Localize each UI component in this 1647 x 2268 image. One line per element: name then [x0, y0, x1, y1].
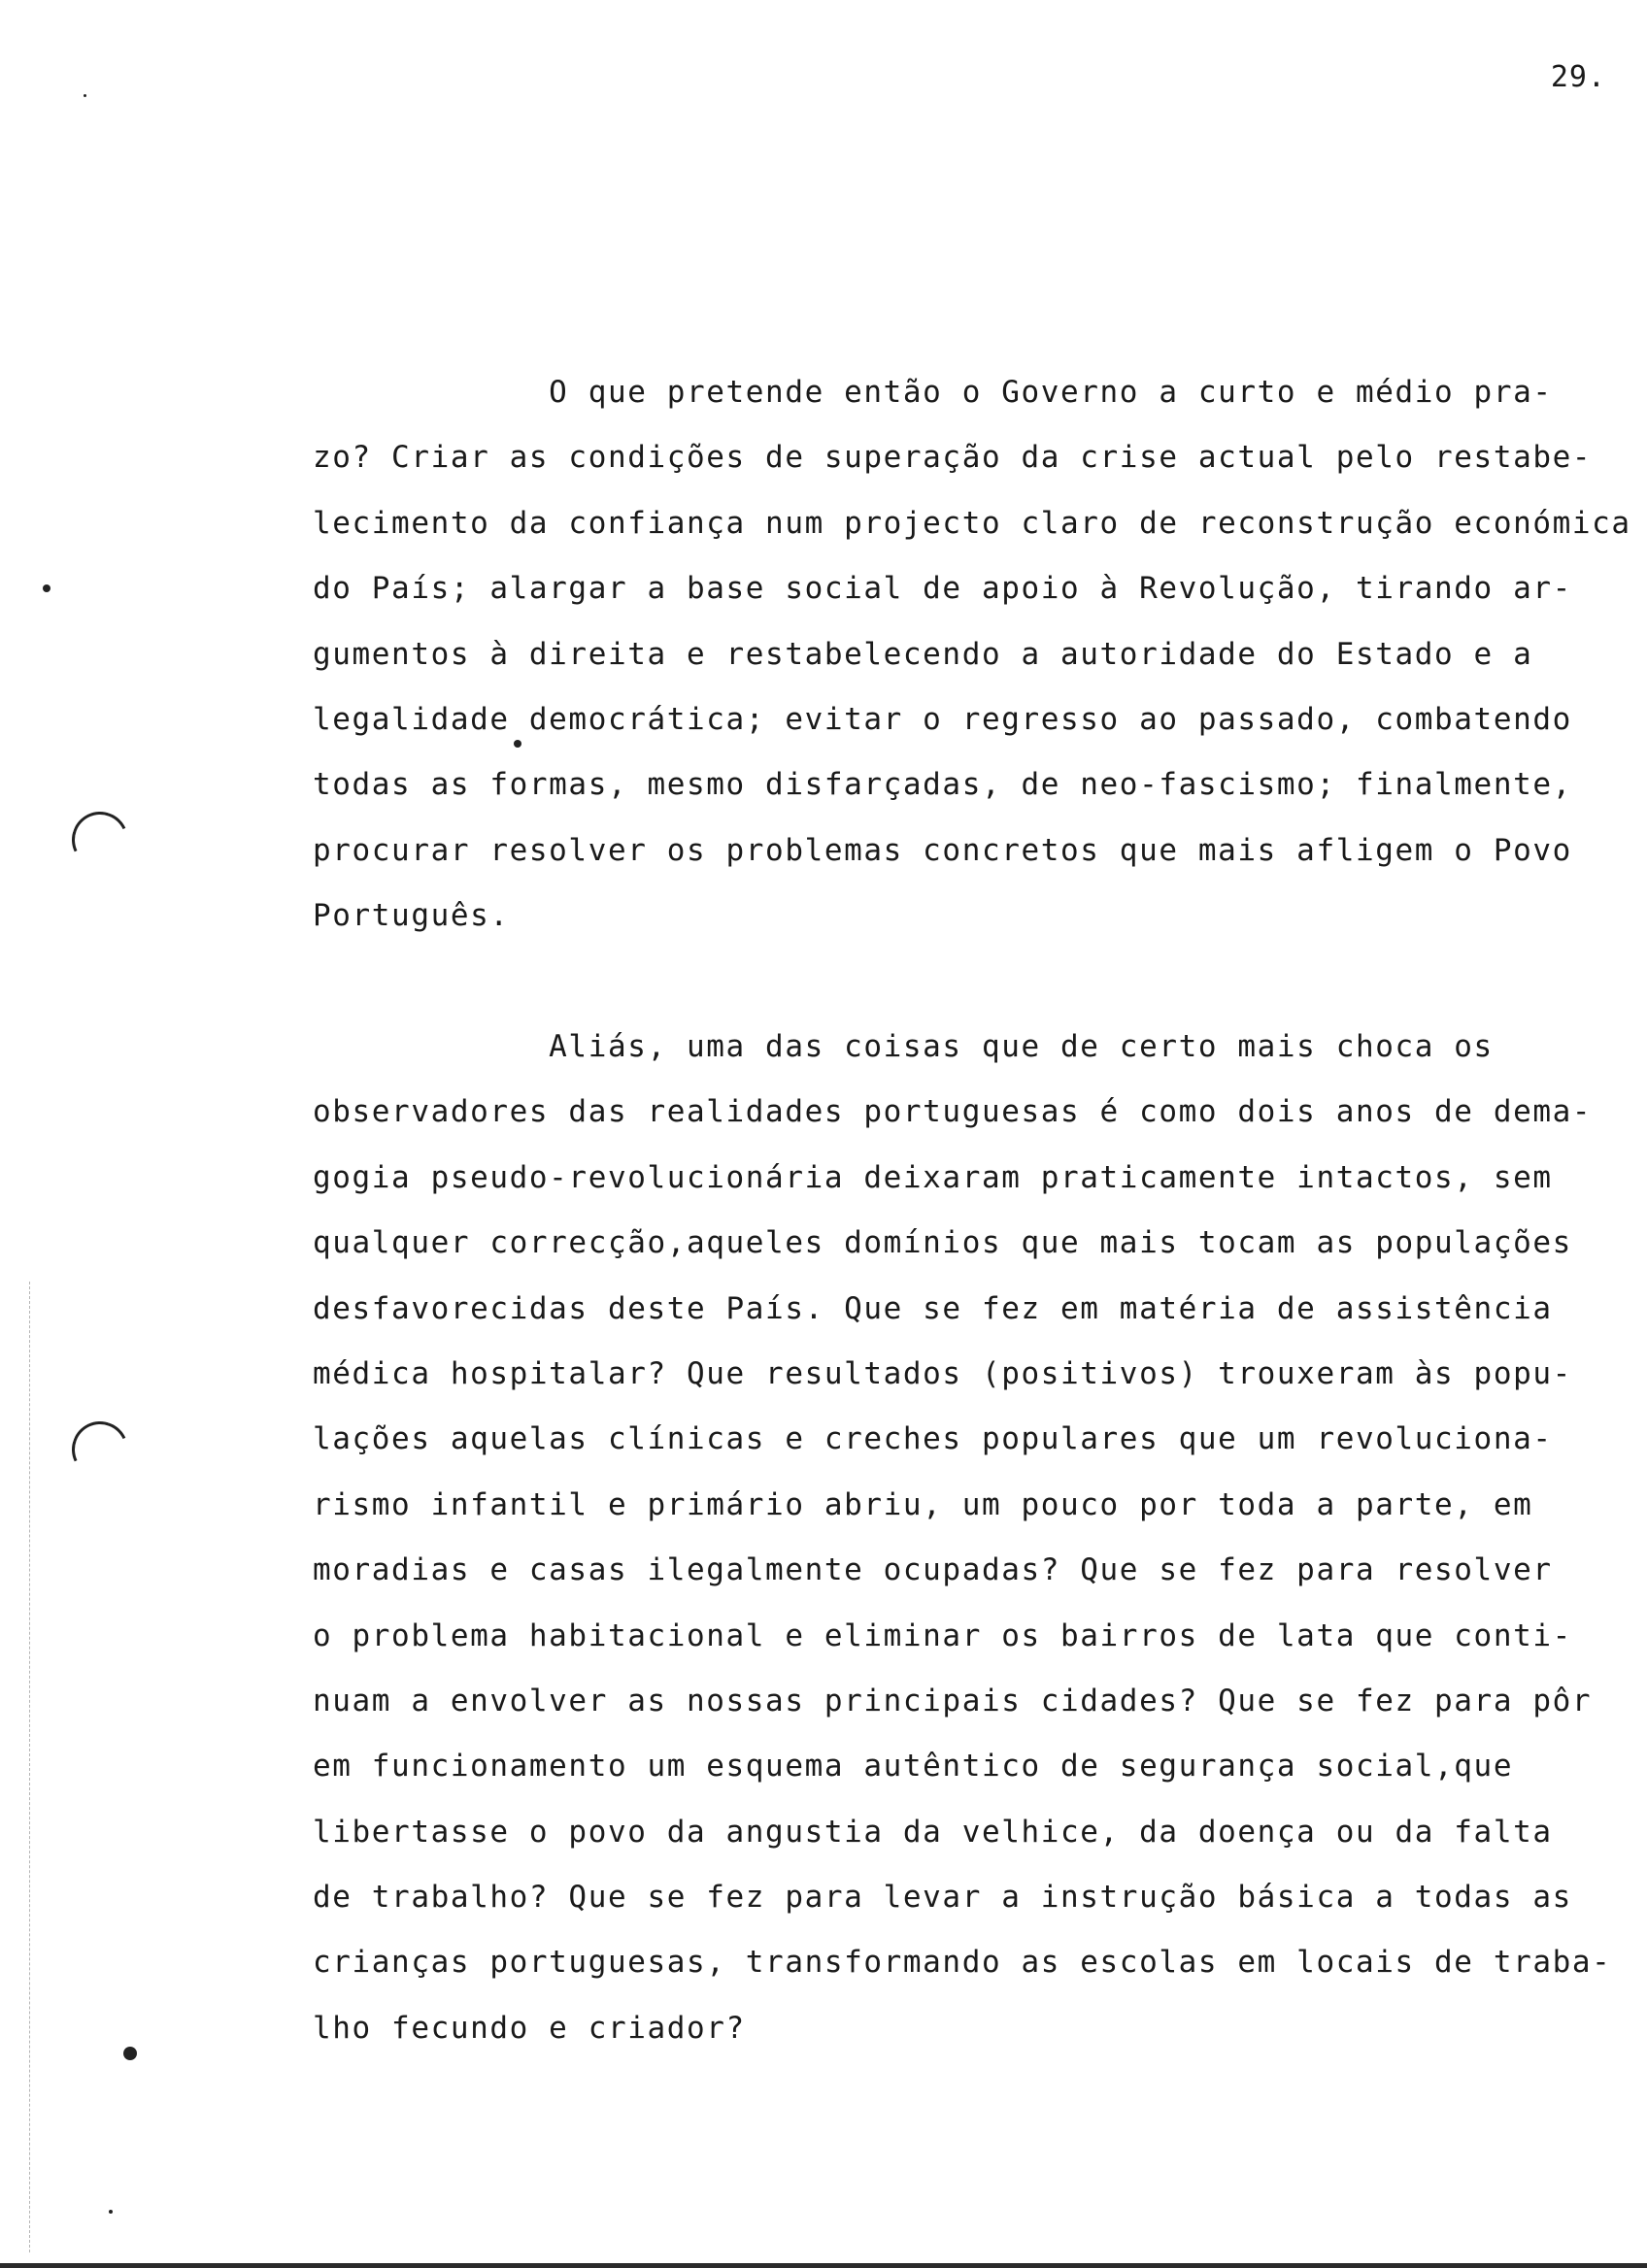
- text-line: qualquer correcção,aqueles domínios que mais tocam as populações: [313, 1225, 1572, 1261]
- text-line: médica hospitalar? Que resultados (positivos) trouxeram às popu-: [313, 1355, 1572, 1391]
- scan-speck: [43, 584, 50, 592]
- text-line: o problema habitacional e eliminar os bairros de lata que conti-: [313, 1618, 1572, 1653]
- text-line: todas as formas, mesmo disfarçadas, de neo-fascismo; finalmente,: [313, 767, 1572, 803]
- bottom-edge-rule: [0, 2263, 1647, 2268]
- scan-hole-mark: [64, 1414, 136, 1485]
- scan-speck: [84, 94, 86, 97]
- text-line: moradias e casas ilegalmente ocupadas? Que se fez para resolver: [313, 1552, 1553, 1588]
- text-line: rismo infantil e primário abriu, um pouco por toda a parte, em: [313, 1486, 1533, 1522]
- text-line: lho fecundo e criador?: [313, 2010, 746, 2046]
- scan-speck: [514, 740, 521, 748]
- text-line: gumentos à direita e restabelecendo a autoridade do Estado e a: [313, 636, 1533, 672]
- text-line: de trabalho? Que se fez para levar a instrução básica a todas as: [313, 1880, 1572, 1916]
- scan-hole-mark: [64, 804, 136, 876]
- text-line: do País; alargar a base social de apoio à Revolução, tirando ar-: [313, 571, 1572, 607]
- text-line: libertasse o povo da angustia da velhice, da doença ou da falta: [313, 1814, 1553, 1850]
- text-line: Português.: [313, 898, 510, 934]
- text-line: Aliás, uma das coisas que de certo mais choca os: [313, 1029, 1494, 1064]
- page-number: 29.: [1550, 60, 1606, 94]
- text-line: gogia pseudo-revolucionária deixaram praticamente intactos, sem: [313, 1159, 1553, 1195]
- text-line: crianças portuguesas, transformando as escolas em locais de traba-: [313, 1945, 1612, 1981]
- paragraph-2: [313, 1015, 1624, 2061]
- text-line: legalidade democrática; evitar o regresso ao passado, combatendo: [313, 701, 1572, 737]
- text-line: procurar resolver os problemas concretos que mais afligem o Povo: [313, 832, 1572, 868]
- paragraph-1: [313, 360, 1631, 950]
- text-line: em funcionamento um esquema autêntico de segurança social,que: [313, 1749, 1514, 1784]
- scan-speck: [109, 2210, 113, 2214]
- text-line: nuam a envolver as nossas principais cidades? Que se fez para pôr: [313, 1683, 1593, 1718]
- text-line: O que pretende então o Governo a curto e médio pra-: [313, 375, 1553, 410]
- text-line: lações aquelas clínicas e creches populares que um revoluciona-: [313, 1421, 1553, 1457]
- text-line: zo? Criar as condições de superação da crise actual pelo restabe-: [313, 440, 1593, 476]
- text-line: desfavorecidas deste País. Que se fez em matéria de assistência: [313, 1290, 1553, 1326]
- text-line: lecimento da confiança num projecto claro de reconstrução económica: [313, 505, 1631, 541]
- margin-line: [29, 1282, 30, 2252]
- text-line: observadores das realidades portuguesas é como dois anos de dema-: [313, 1094, 1593, 1130]
- scan-speck: [123, 2047, 137, 2060]
